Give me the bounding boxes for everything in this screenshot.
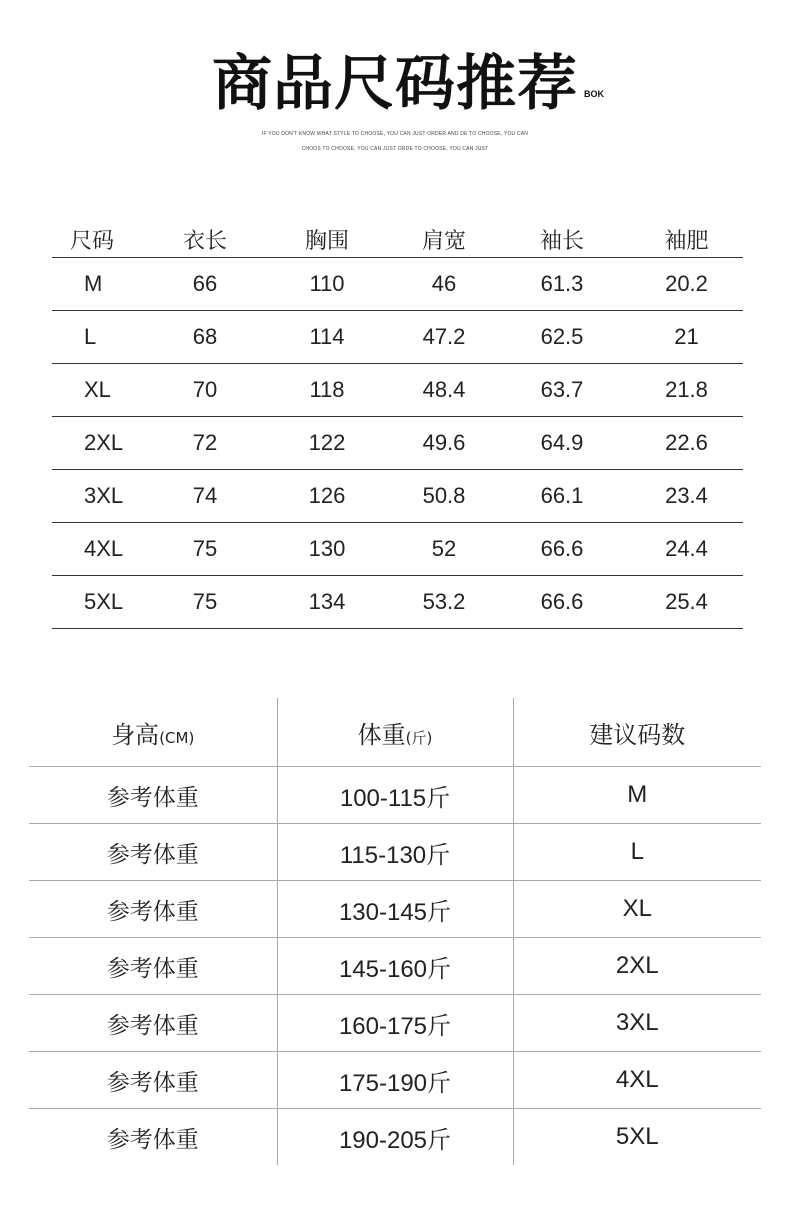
weight-table-cell: 160-175斤 bbox=[277, 995, 513, 1052]
weight-table-cell: 5XL bbox=[615, 1123, 659, 1150]
weight-table-cell: 参考体重 bbox=[29, 938, 277, 995]
size-table-cell: 74 bbox=[150, 470, 260, 523]
size-table-cell: 68 bbox=[150, 311, 260, 364]
weight-table-row bbox=[29, 995, 761, 1052]
weight-header-size: 建议码数 bbox=[513, 698, 761, 767]
size-table-cell: 66.6 bbox=[494, 523, 630, 576]
size-table-row bbox=[52, 470, 743, 523]
size-table-cell: 24.4 bbox=[630, 523, 743, 576]
size-table-cell: 130 bbox=[260, 523, 394, 576]
size-table-cell: 50.8 bbox=[394, 470, 494, 523]
size-table-cell: 64.9 bbox=[494, 417, 630, 470]
size-table-cell: 4XL bbox=[52, 523, 150, 576]
size-table-cell: 75 bbox=[150, 576, 260, 629]
weight-table-cell: 参考体重 bbox=[29, 881, 277, 938]
size-table-cell: 2XL bbox=[52, 417, 150, 470]
size-header-cell: 尺码 bbox=[52, 218, 150, 258]
size-table-cell: 134 bbox=[260, 576, 394, 629]
size-table-cell: 22.6 bbox=[630, 417, 743, 470]
weight-header-height: 身高(CM) bbox=[29, 698, 277, 767]
size-table-cell: M bbox=[52, 258, 150, 311]
size-table-cell: 3XL bbox=[52, 470, 150, 523]
size-table-header-row bbox=[52, 218, 743, 258]
weight-table-cell: 115-130斤 bbox=[277, 824, 513, 881]
size-table-cell: 114 bbox=[260, 311, 394, 364]
weight-table-cell: 参考体重 bbox=[29, 1052, 277, 1109]
size-header-cell: 衣长 bbox=[150, 218, 260, 258]
size-header-cell: 胸围 bbox=[260, 218, 394, 258]
title-superscript: BOK bbox=[584, 89, 604, 99]
size-table-cell: 25.4 bbox=[630, 576, 743, 629]
weight-table-cell: 100-115斤 bbox=[277, 767, 513, 824]
weight-table-cell: L bbox=[513, 824, 761, 881]
size-table-cell: 21.8 bbox=[630, 364, 743, 417]
size-table-cell: 72 bbox=[150, 417, 260, 470]
weight-table-row bbox=[29, 881, 761, 938]
size-table-row bbox=[52, 258, 743, 311]
size-table-cell: 110 bbox=[260, 258, 394, 311]
subtitle-line-2: CHOOS TO CHOOSE, YOU CAN JUST ORDE TO CHOOSE, YOU CAN JUST bbox=[301, 146, 489, 152]
size-header-cell: 袖肥 bbox=[630, 218, 743, 258]
size-table-cell: 48.4 bbox=[394, 364, 494, 417]
size-table-row bbox=[52, 311, 743, 364]
size-table-cell: 66.1 bbox=[494, 470, 630, 523]
size-table-cell: 61.3 bbox=[494, 258, 630, 311]
weight-table-row bbox=[29, 824, 761, 881]
size-table-cell: XL bbox=[52, 364, 150, 417]
size-table-cell: 21 bbox=[630, 311, 743, 364]
size-table-row bbox=[52, 364, 743, 417]
size-header-cell: 肩宽 bbox=[394, 218, 494, 258]
weight-table-cell: 145-160斤 bbox=[277, 938, 513, 995]
size-table-cell: 20.2 bbox=[630, 258, 743, 311]
weight-table-cell: 参考体重 bbox=[29, 995, 277, 1052]
size-table-cell: L bbox=[52, 311, 150, 364]
weight-table-header-row bbox=[29, 698, 761, 767]
weight-table-cell: 190-205斤 bbox=[277, 1109, 513, 1166]
size-table-cell: 75 bbox=[150, 523, 260, 576]
weight-table-row bbox=[29, 767, 761, 824]
weight-table-cell: 3XL bbox=[513, 995, 761, 1052]
size-header-cell: 袖长 bbox=[494, 218, 630, 258]
size-table-cell: 70 bbox=[150, 364, 260, 417]
weight-table-cell: M bbox=[513, 767, 761, 824]
weight-table-cell: 参考体重 bbox=[29, 767, 277, 824]
weight-header-weight: 体重(斤) bbox=[277, 698, 513, 767]
size-table-cell: 23.4 bbox=[630, 470, 743, 523]
weight-table-cell: XL bbox=[513, 881, 761, 938]
size-table-cell: 126 bbox=[260, 470, 394, 523]
weight-recommendation-table bbox=[29, 698, 761, 1165]
page-header bbox=[0, 44, 790, 124]
size-table-cell: 62.5 bbox=[494, 311, 630, 364]
subtitle-line-1: IF YOU DON'T KNOW WHAT STYLE TO CHOOSE, YOU CAN JUST ORDER AND DE TO CHOOSE, YOU CAN bbox=[261, 131, 529, 137]
weight-table-row bbox=[29, 1109, 761, 1166]
weight-table-cell: 参考体重 bbox=[29, 824, 277, 881]
size-table-cell: 66.6 bbox=[494, 576, 630, 629]
weight-table-cell: 130-145斤 bbox=[277, 881, 513, 938]
size-table-row bbox=[52, 417, 743, 470]
size-table-cell: 53.2 bbox=[394, 576, 494, 629]
weight-table-row bbox=[29, 938, 761, 995]
size-table-cell: 66 bbox=[150, 258, 260, 311]
size-table-cell: 5XL bbox=[52, 576, 150, 629]
weight-table-cell: 2XL bbox=[513, 938, 761, 995]
size-table-cell: 46 bbox=[394, 258, 494, 311]
size-table-cell: 52 bbox=[394, 523, 494, 576]
size-table-cell: 63.7 bbox=[494, 364, 630, 417]
size-table-cell: 49.6 bbox=[394, 417, 494, 470]
size-table-cell: 122 bbox=[260, 417, 394, 470]
weight-table-row bbox=[29, 1052, 761, 1109]
size-chart-table bbox=[52, 218, 743, 629]
size-table-cell: 118 bbox=[260, 364, 394, 417]
size-table-cell: 47.2 bbox=[394, 311, 494, 364]
weight-table-cell: 参考体重 bbox=[29, 1109, 277, 1166]
weight-table-cell: 175-190斤 bbox=[277, 1052, 513, 1109]
page-title: 商品尺码推荐 BOK bbox=[212, 44, 578, 124]
weight-table-cell: 4XL bbox=[513, 1052, 761, 1109]
size-table-row bbox=[52, 523, 743, 576]
size-table-row bbox=[52, 576, 743, 629]
